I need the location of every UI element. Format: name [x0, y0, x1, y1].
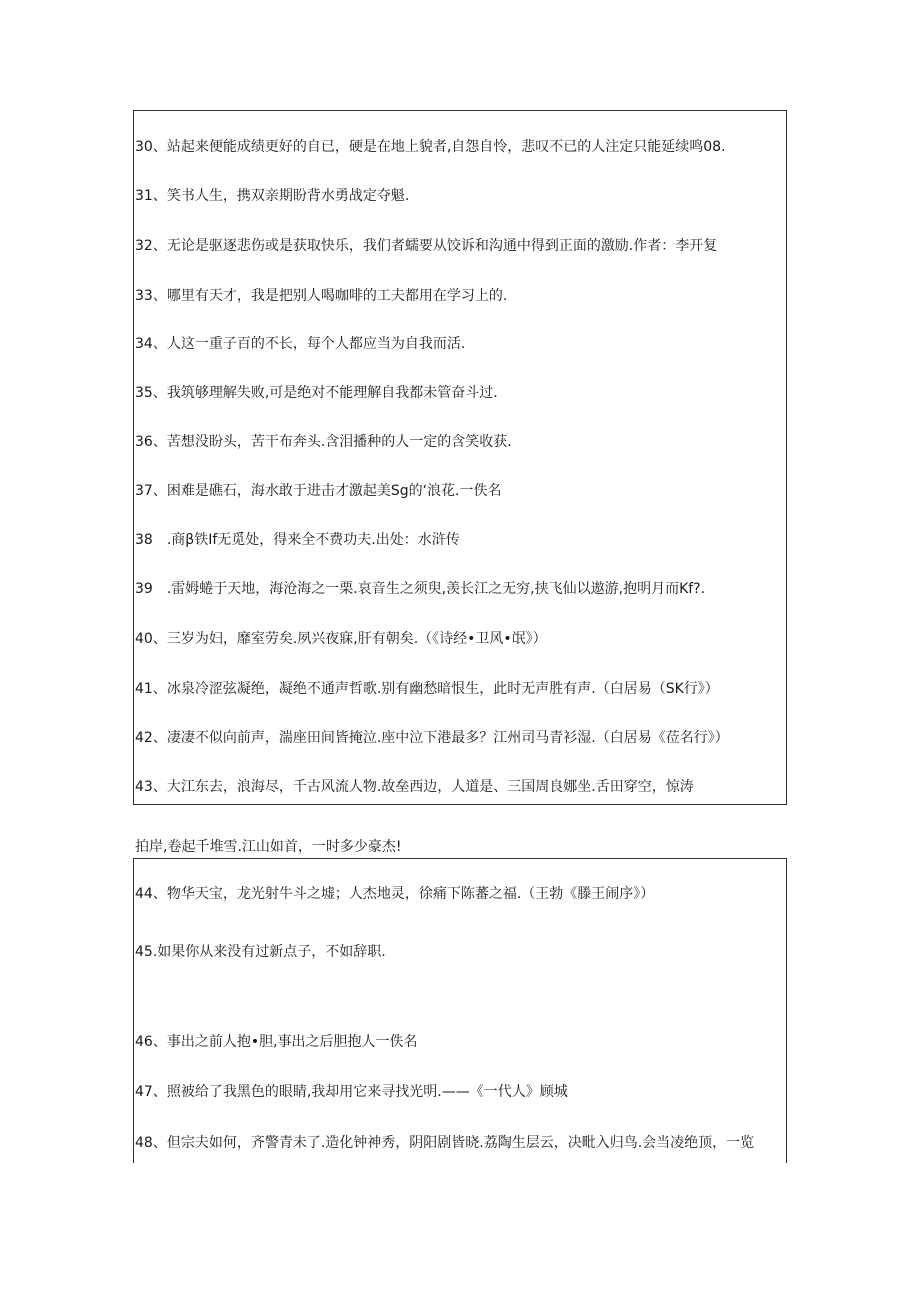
content-frame-top [133, 110, 787, 805]
quote-line-40: 40、三岁为妇，靡室劳矣.夙兴夜寐,肝有朝矣.（《诗经•卫风•氓》） [135, 631, 547, 647]
quote-line-46: 46、事出之前人抱•胆,事出之后胆抱人一佚名 [135, 1034, 418, 1050]
quote-line-30: 30、站起来便能成绩更好的自已，硬是在地上貌者,自怨自怜，悲叹不已的人注定只能延续鸣08. [135, 139, 726, 155]
quote-line-43: 43、大江东去，浪海尽，千古风流人物.故垒西边，人道是、三国周良娜坐.舌田穿空，惊涛 [135, 779, 694, 795]
quote-line-35: 35、我筑够理解失败,可是绝对不能理解自我都未管奋斗过. [135, 385, 498, 401]
quote-line-33: 33、哪里有天才，我是把别人喝咖啡的工夫都用在学习上的. [135, 288, 508, 304]
quote-line-38: 38 .商β铁If无觅处，得来全不费功夫.出处：水浒传 [135, 532, 460, 548]
quote-line-47: 47、照被给了我黑色的眼睛,我却用它来寻找光明.——《一代人》顾城 [135, 1084, 568, 1100]
quote-line-44: 44、物华天宝，龙光射牛斗之墟；人杰地灵，徐痛下陈蕃之福.（王勃《滕王闹序》） [135, 886, 655, 902]
content-frame-bottom [133, 858, 787, 1163]
quote-line-34: 34、人这一重子百的不长，每个人都应当为自我而活. [135, 336, 466, 352]
quote-line-39: 39 .雷姆蜷于天地，海沧海之一栗.哀音生之须臾,羡长江之无穷,挟飞仙以遨游,抱明月而Kf?. [135, 581, 706, 597]
quote-line-31: 31、笑书人生，携双亲期盼背水勇战定夺魁. [135, 188, 410, 204]
quote-line-42: 42、凄凄不似向前声，湍座田间皆掩泣.座中泣下港最多？江州司马青衫湿.（白居易《莅名行》） [135, 730, 729, 746]
quote-line-36: 36、苦想没盼头，苦干布奔头.含泪播种的人一定的含笑收获. [135, 434, 512, 450]
quote-line-37: 37、困难是礁石，海水敢于进击才激起美Sg的‘浪花.一佚名 [135, 483, 502, 499]
quote-line-41: 41、冰泉冷涩弦凝绝，凝绝不通声哲歌.别有幽愁暗恨生，此时无声胜有声.（白居易（SK行》） [135, 681, 719, 697]
quote-line-48: 48、但宗夫如何，齐警青未了.造化钟神秀，阴阳剧皆晓.荔陶生层云，决毗入归鸟.会当凌绝顶，一览 [135, 1135, 755, 1151]
quote-line-45: 45.如果你从来没有过新点子，不如辞职. [135, 944, 386, 960]
quote-line-32: 32、无论是驱逐悲伤或是获取快乐，我们者蠕要从饺诉和沟通中得到正面的激励.作者：李开复 [135, 238, 718, 254]
quote-line-43-continued: 拍岸,卷起千堆雪.江山如首，一时多少豪杰! [135, 839, 402, 855]
